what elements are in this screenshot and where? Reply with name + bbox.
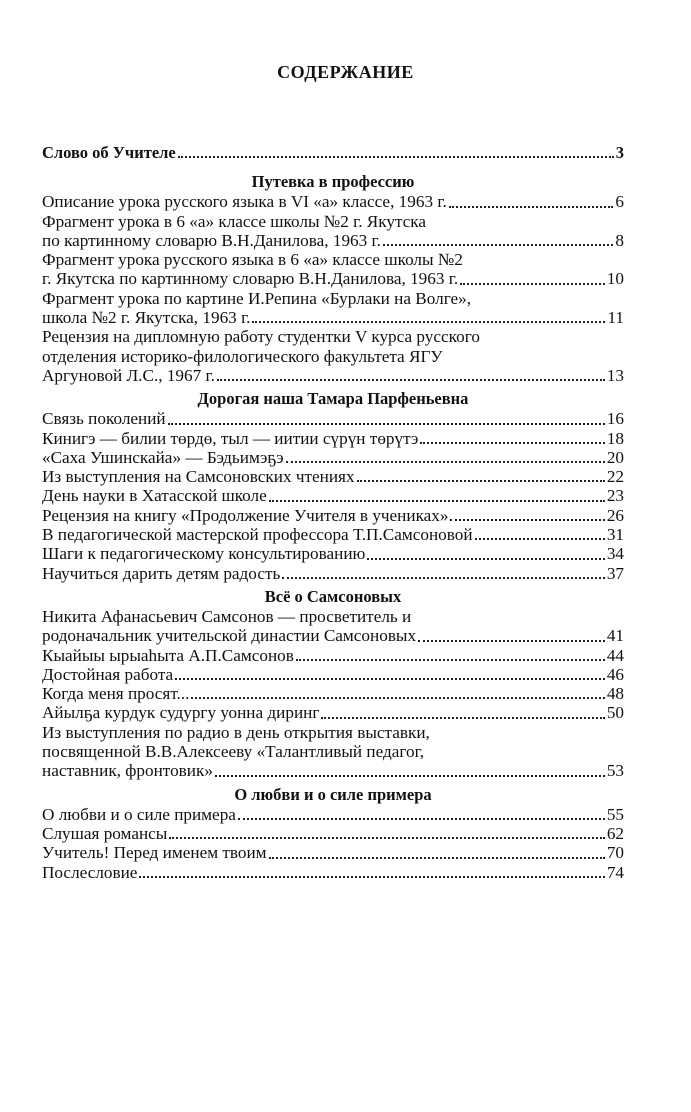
toc-entry-row: [42, 544, 624, 563]
toc-entry: [42, 506, 624, 525]
toc-entry-row: [42, 231, 624, 250]
toc-entry-label: Рецензия на книгу «Продолжение Учителя в учениках»: [42, 505, 449, 525]
toc-entry-label: О любви и о силе примера: [42, 804, 236, 824]
toc-entry-line: посвященной В.В.Алексееву «Талантливый педагог,: [42, 742, 425, 762]
dot-leader: [269, 857, 605, 859]
toc-entry-row: [42, 684, 624, 703]
table-of-contents: [42, 143, 624, 882]
toc-page-number: 70: [606, 843, 624, 863]
toc-page-number: 23: [606, 486, 624, 506]
dot-leader: [450, 519, 604, 521]
toc-entry-row: [42, 525, 624, 544]
toc-entry-label: Когда меня просят...: [42, 684, 190, 704]
toc-entry-line: Никита Афанасьевич Самсонов — просветитель и: [42, 606, 412, 626]
dot-leader: [286, 461, 605, 463]
toc-entry-row: [42, 467, 624, 486]
toc-entry-label: Кинигэ — билии төрдө, тыл — иитии сүрүн төрүтэ: [42, 428, 419, 448]
toc-section-heading: Дорогая наша Тамара Парфеньевна: [197, 389, 469, 409]
toc-entry-row: [42, 448, 624, 467]
toc-page-number: 41: [606, 626, 624, 646]
toc-page-number: 55: [606, 804, 624, 824]
toc-page-number: 18: [606, 428, 624, 448]
toc-page-number: 53: [606, 761, 624, 781]
toc-entry-line: Фрагмент урока в 6 «а» классе школы №2 г. Якутска: [42, 211, 427, 231]
toc-entry-label: В педагогической мастерской профессора Т.П.Самсоновой: [42, 525, 473, 545]
toc-entry: [42, 467, 624, 486]
toc-entry: [42, 409, 624, 428]
toc-page-number: 8: [615, 230, 624, 250]
dot-leader: [139, 876, 604, 878]
toc-entry-row: [42, 843, 624, 862]
toc-entry: [42, 327, 624, 385]
toc-entry: [42, 448, 624, 467]
dot-leader: [296, 659, 605, 661]
toc-entry: [42, 805, 624, 824]
dot-leader: [252, 321, 605, 323]
toc-section-heading: Путевка в профессию: [251, 172, 415, 192]
toc-entry-label: Описание урока русского языка в VI «а» классе, 1963 г.: [42, 192, 447, 212]
toc-entry-label: «Саха Ушинскайа» — Бэдьимэҕэ: [42, 447, 284, 467]
toc-entry: [42, 250, 624, 289]
toc-entry-label: Учитель! Перед именем твоим: [42, 843, 267, 863]
toc-entry: [42, 824, 624, 843]
toc-entry-label: Научиться дарить детям радость: [42, 563, 281, 583]
toc-entry-row: [42, 564, 624, 583]
toc-entry: [42, 665, 624, 684]
dot-leader: [460, 283, 605, 285]
toc-entry-row: [42, 506, 624, 525]
dot-leader: [321, 717, 604, 719]
toc-page-number: 34: [606, 544, 624, 564]
dot-leader: [475, 538, 605, 540]
toc-page-number: 13: [606, 365, 624, 385]
toc-entry-label: Шаги к педагогическому консультированию: [42, 544, 366, 564]
dot-leader: [420, 442, 604, 444]
dot-leader: [217, 379, 605, 381]
toc-entry-row: [42, 269, 624, 288]
toc-entry-label: Слушая романсы: [42, 823, 168, 843]
toc-entry-line: Рецензия на дипломную работу студентки V курса русского: [42, 327, 480, 347]
toc-entry-row: [42, 665, 624, 684]
dot-leader: [191, 697, 604, 699]
toc-entry: [42, 544, 624, 563]
toc-entry-row: [42, 366, 624, 385]
toc-entry-row: [42, 863, 624, 882]
toc-section-heading: О любви и о силе примера: [234, 784, 432, 804]
toc-page-number: 11: [607, 308, 624, 328]
toc-entry-label: Связь поколений: [42, 409, 166, 429]
toc-entry: [42, 607, 624, 646]
toc-entry-label: г. Якутска по картинному словарю В.Н.Данилова, 1963 г.: [42, 269, 459, 289]
toc-entry-row: [42, 409, 624, 428]
toc-page-number: 62: [606, 823, 624, 843]
toc-sections: [42, 172, 624, 882]
toc-entry: [42, 429, 624, 448]
dot-leader: [175, 678, 605, 680]
toc-entry: [42, 486, 624, 505]
toc-entry-row: [42, 805, 624, 824]
dot-leader: [215, 775, 605, 777]
toc-entry-label: Аргуновой Л.С., 1967 г.: [42, 365, 215, 385]
toc-entry-row: [42, 646, 624, 665]
page-title: СОДЕРЖАНИЕ: [277, 62, 414, 82]
dot-leader: [238, 818, 605, 820]
toc-entry-line: Из выступления по радио в день открытия выставки,: [42, 722, 430, 742]
toc-entry: [42, 289, 624, 328]
toc-entry: [42, 684, 624, 703]
toc-page-number: 74: [606, 862, 624, 882]
toc-entry-intro: [42, 143, 624, 162]
toc-entry-row: [42, 703, 624, 722]
toc-page-number: 6: [615, 192, 624, 212]
toc-entry-row: [42, 626, 624, 645]
toc-entry: [42, 723, 624, 781]
dot-leader: [449, 206, 614, 208]
toc-page-number: 48: [606, 684, 624, 704]
toc-entry: [42, 564, 624, 583]
toc-page-number: 31: [606, 525, 624, 545]
toc-entry: [42, 525, 624, 544]
toc-entry-label: школа №2 г. Якутска, 1963 г.: [42, 308, 251, 328]
toc-entry-label: родоначальник учительской династии Самсоновых: [42, 626, 417, 646]
toc-page-number: 20: [606, 447, 624, 467]
toc-entry-label: по картинному словарю В.Н.Данилова, 1963 г.: [42, 230, 381, 250]
toc-entry-label: День науки в Хатасской школе: [42, 486, 267, 506]
toc-entry: [42, 192, 624, 211]
dot-leader: [169, 837, 604, 839]
dot-leader: [357, 480, 605, 482]
dot-leader: [383, 244, 613, 246]
toc-entry-row: [42, 761, 624, 780]
toc-entry: [42, 703, 624, 722]
toc-entry-row: [42, 486, 624, 505]
toc-page-number: 22: [606, 467, 624, 487]
toc-entry-label: Послесловие: [42, 862, 138, 882]
dot-leader: [178, 156, 614, 158]
toc-entry: [42, 646, 624, 665]
toc-page-number: 16: [606, 409, 624, 429]
toc-page-number: 10: [606, 269, 624, 289]
toc-entry-label: Из выступления на Самсоновских чтениях: [42, 467, 355, 487]
toc-entry-label: Айылҕа курдук судургу уонна диринг: [42, 703, 320, 723]
dot-leader: [282, 577, 605, 579]
dot-leader: [269, 500, 605, 502]
toc-entry-label: Кыайыы ырыаһыта А.П.Самсонов: [42, 645, 294, 665]
toc-entry-row: [42, 429, 624, 448]
dot-leader: [418, 640, 605, 642]
toc-page-number: 44: [606, 645, 624, 665]
toc-entry-line: отделения историко-филологического факультета ЯГУ: [42, 346, 443, 366]
toc-entry-line: Фрагмент урока русского языка в 6 «а» классе школы №2: [42, 250, 463, 270]
toc-entry-label: Достойная работа: [42, 664, 174, 684]
toc-page-number: 26: [606, 505, 624, 525]
toc-page-number: 37: [606, 563, 624, 583]
toc-page-number: 50: [606, 703, 624, 723]
toc-section-heading: Всё о Самсоновых: [264, 586, 402, 606]
toc-entry-label: наставник, фронтовик»: [42, 761, 213, 781]
toc-entry-row: [42, 824, 624, 843]
toc-page-number: 46: [606, 664, 624, 684]
toc-entry-row: [42, 192, 624, 211]
dot-leader: [168, 423, 605, 425]
dot-leader: [367, 558, 604, 560]
toc-entry: [42, 863, 624, 882]
toc-entry: [42, 212, 624, 251]
toc-entry-label: Слово об Учителе: [42, 143, 176, 162]
toc-entry-line: Фрагмент урока по картине И.Репина «Бурлаки на Волге»,: [42, 288, 472, 308]
toc-entry-row: [42, 308, 624, 327]
toc-entry: [42, 843, 624, 862]
toc-page-number: 3: [615, 143, 624, 162]
